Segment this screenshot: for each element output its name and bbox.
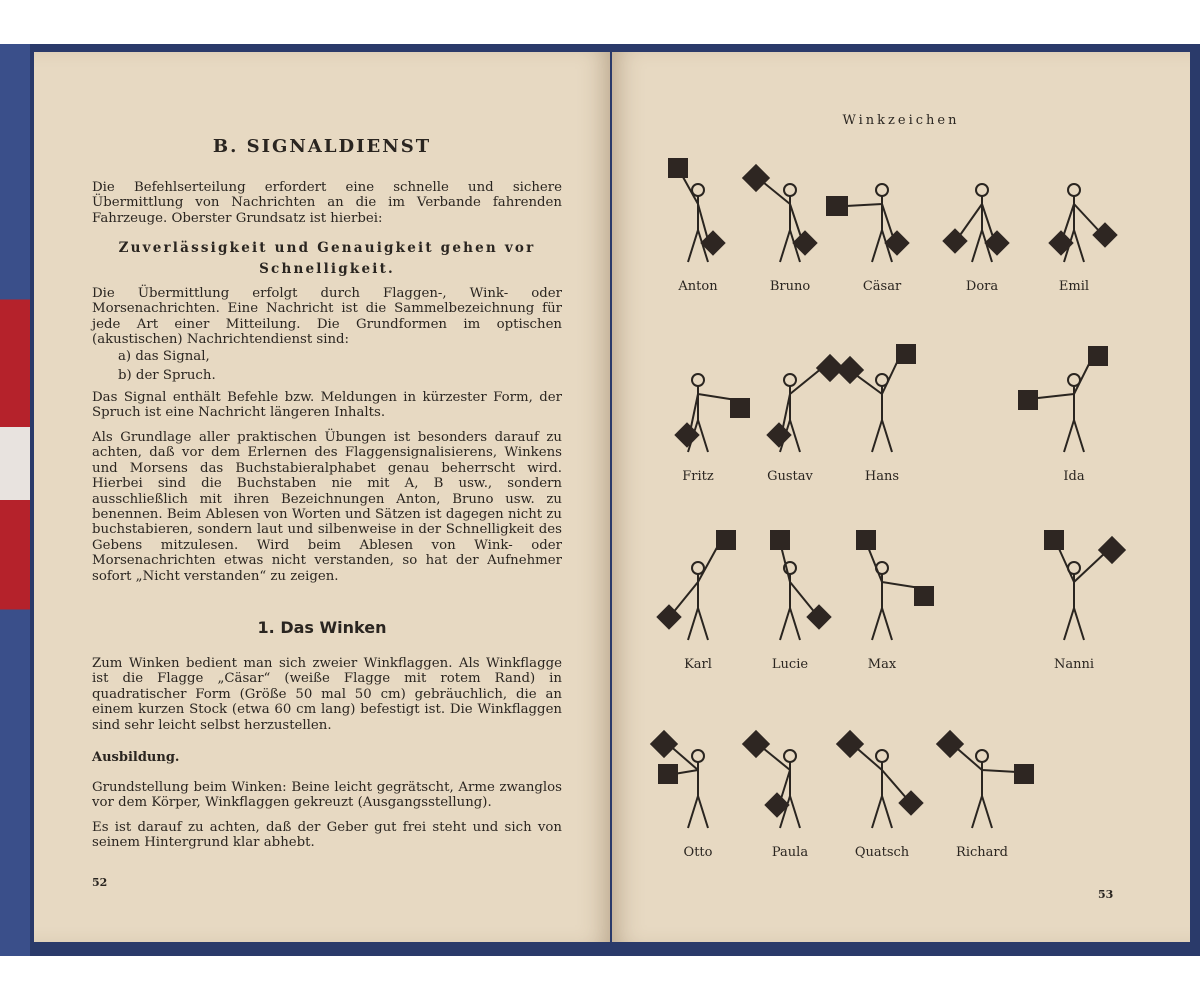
semaphore-figure <box>1014 528 1134 678</box>
figure-label: Gustav <box>767 469 813 484</box>
figure-label: Anton <box>678 279 718 294</box>
page-number-right: 53 <box>1098 888 1114 901</box>
sailor-flag-illustration <box>822 340 942 470</box>
figure-label: Hans <box>864 469 900 484</box>
figure-label: Richard <box>956 845 1008 860</box>
semaphore-figure <box>1014 150 1134 300</box>
winken-paragraph: Zum Winken bedient man sich zweier Winkflaggen. Als Winkflagge ist die Flagge „Cäsar“ (weiße Flagge mit rotem Rand) in quadratischer Form (Größe 50 mal 50 cm) gebräuchlich, die an einem kurzen Stock (etwa 60 cm lang) befestigt ist. Die Winkflaggen sind sehr leicht selbst herzustellen. <box>92 656 562 733</box>
subsection-title: 1. Das Winken <box>257 618 387 637</box>
figure-label: Fritz <box>682 469 714 484</box>
geber-paragraph: Es ist darauf zu achten, daß der Geber gut frei steht und sich von seinem Hintergrund klar abhebt. <box>92 820 562 851</box>
right-page <box>612 52 1190 942</box>
figure-label: Otto <box>683 845 713 860</box>
semaphore-figure <box>1014 340 1134 490</box>
sailor-flag-illustration <box>1014 528 1134 658</box>
basis-paragraph: Als Grundlage aller praktischen Übungen ist besonders darauf zu achten, daß vor dem Erlernen des Flaggensignalisierens, Winkens und Morsens das Buchstabieralphabet genau beherrscht wird. Hierbei sind die Buchstaben nie mit A, B usw., sondern ausschließlich mit ihren Bezeichnungen Anton, Bruno usw. zu benennen. Beim Ablesen von Worten und Sätzen ist dagegen nicht zu buchstabieren, sondern laut und silbenweise in der Schnelligkeit des Gebens mitzulesen. Wird beim Ablesen von Wink- oder Morsenachrichten etwas nicht verstanden, so hat der Aufnehmer sofort „Nicht verstanden“ zu zeigen. <box>92 430 562 584</box>
semaphore-figure <box>822 340 942 490</box>
figure-label: Quatsch <box>854 845 910 860</box>
semaphore-figure <box>922 716 1042 866</box>
sailor-flag-illustration <box>822 528 942 658</box>
figure-label: Nanni <box>1053 657 1095 672</box>
figure-label: Cäsar <box>862 279 902 294</box>
grundstellung-paragraph: Grundstellung beim Winken: Beine leicht gegrätscht, Arme zwanglos vor dem Körper, Winkflaggen gekreuzt (Ausgangsstellung). <box>92 780 562 811</box>
figure-label: Paula <box>771 845 809 860</box>
page-number-left: 52 <box>92 876 108 889</box>
forms-paragraph: Die Übermittlung erfolgt durch Flaggen-, Wink- oder Morsenachrichten. Eine Nachricht ist die Sammelbezeichnung für jede Art einer Mitteilung. Die Grundformen im optischen (akustischen) Nachrichtendienst sind: <box>92 286 562 348</box>
figure-label: Ida <box>1063 469 1085 484</box>
figure-label: Bruno <box>769 279 811 294</box>
sailor-flag-illustration <box>1014 150 1134 280</box>
figure-label: Emil <box>1058 279 1090 294</box>
figure-label: Max <box>867 657 897 672</box>
ausbildung-subheading: Ausbildung. <box>92 750 180 765</box>
figure-label: Lucie <box>771 657 809 672</box>
section-title: B. SIGNALDIENST <box>212 136 432 157</box>
list-item-spruch: b) der Spruch. <box>118 368 216 383</box>
book-cover-edge <box>0 44 30 956</box>
semaphore-figure <box>822 528 942 678</box>
signal-paragraph: Das Signal enthält Befehle bzw. Meldungen in kürzester Form, der Spruch ist eine Nachricht längeren Inhalts. <box>92 390 562 421</box>
intro-paragraph: Die Befehlserteilung erfordert eine schnelle und sichere Übermittlung von Nachrichten an die im Verbande fahrenden Fahrzeuge. Oberster Grundsatz ist hierbei: <box>92 180 562 226</box>
figure-label: Karl <box>684 657 712 672</box>
sailor-flag-illustration <box>1014 340 1134 470</box>
sailor-flag-illustration <box>922 716 1042 846</box>
open-book <box>0 44 1200 956</box>
emphasis-line: Zuverlässigkeit und Genauigkeit gehen vor Schnelligkeit. <box>118 240 536 277</box>
left-page <box>34 52 610 942</box>
list-item-signal: a) das Signal, <box>118 349 210 364</box>
semaphore-title: Winkzeichen <box>842 113 960 128</box>
figure-label: Dora <box>965 279 999 294</box>
